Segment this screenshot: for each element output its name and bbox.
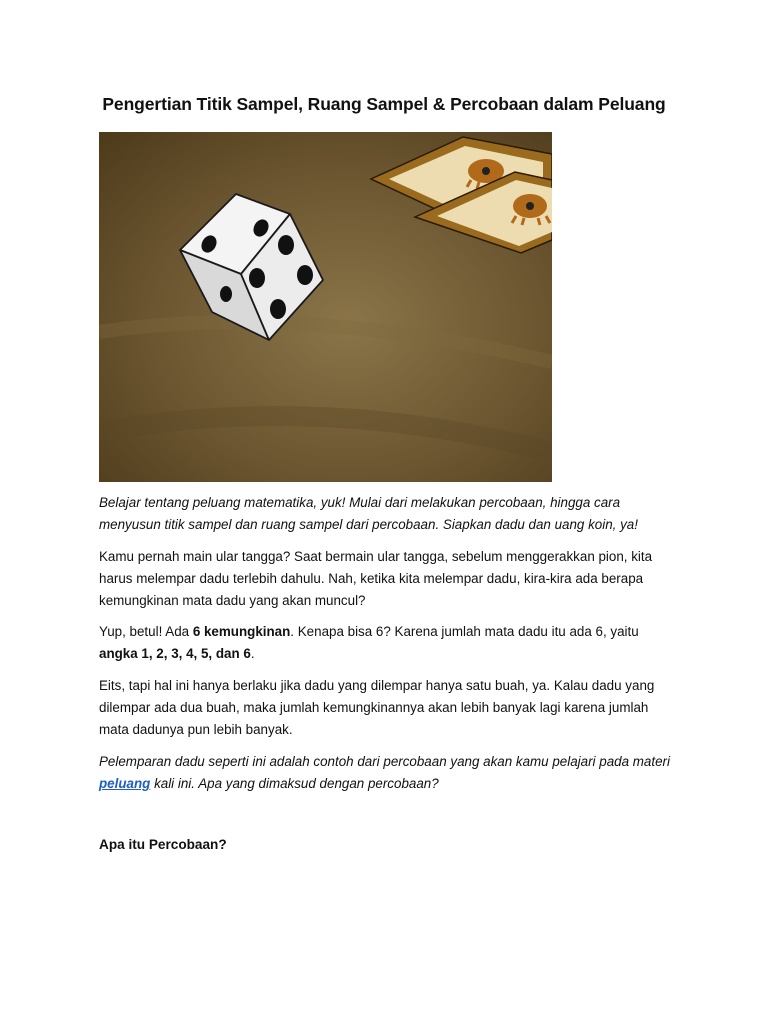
paragraph-2 xyxy=(99,621,679,665)
paragraph-2-text-c: . xyxy=(250,646,255,661)
paragraph-1: Kamu pernah main ular tangga? Saat bermain ular tangga, sebelum menggerakkan pion, kita harus melempar dadu terlebih dahulu. Nah, ketika kita melempar dadu, kira-kira ada berapa kemungkinan mata dadu yang akan muncul? xyxy=(99,549,653,608)
page-title: Pengertian Titik Sampel, Ruang Sampel & Percobaan dalam Peluang xyxy=(102,94,666,114)
paragraph-2-bold-a: 6 kemungkinan xyxy=(192,624,291,639)
section-heading-percobaan: Apa itu Percobaan? xyxy=(99,837,227,852)
paragraph-3: Eits, tapi hal ini hanya berlaku jika dadu yang dilempar hanya satu buah, ya. Kalau dadu yang dilempar ada dua buah, maka jumlah kemungkinannya akan lebih banyak lagi karena jumlah mata dadunya pun lebih banyak. xyxy=(99,678,655,737)
paragraph-2-bold-b: angka 1, 2, 3, 4, 5, dan 6 xyxy=(99,646,251,661)
intro-paragraph: Belajar tentang peluang matematika, yuk! Mulai dari melakukan percobaan, hingga cara menyusun titik sampel dan ruang sampel dari percobaan. Siapkan dadu dan uang koin, ya! xyxy=(99,495,638,532)
paragraph-4-text-b: kali ini. Apa yang dimaksud dengan percobaan? xyxy=(150,776,439,791)
paragraph-4 xyxy=(99,751,679,795)
paragraph-2-text-b: . Kenapa bisa 6? Karena jumlah mata dadu itu ada 6, yaitu xyxy=(290,624,639,639)
paragraph-4-text-a: Pelemparan dadu seperti ini adalah contoh dari percobaan yang akan kamu pelajari pada materi xyxy=(99,754,670,769)
paragraph-2-text-a: Yup, betul! Ada xyxy=(99,624,193,639)
peluang-link[interactable]: peluang xyxy=(99,776,151,791)
hero-image-dice xyxy=(99,132,552,482)
